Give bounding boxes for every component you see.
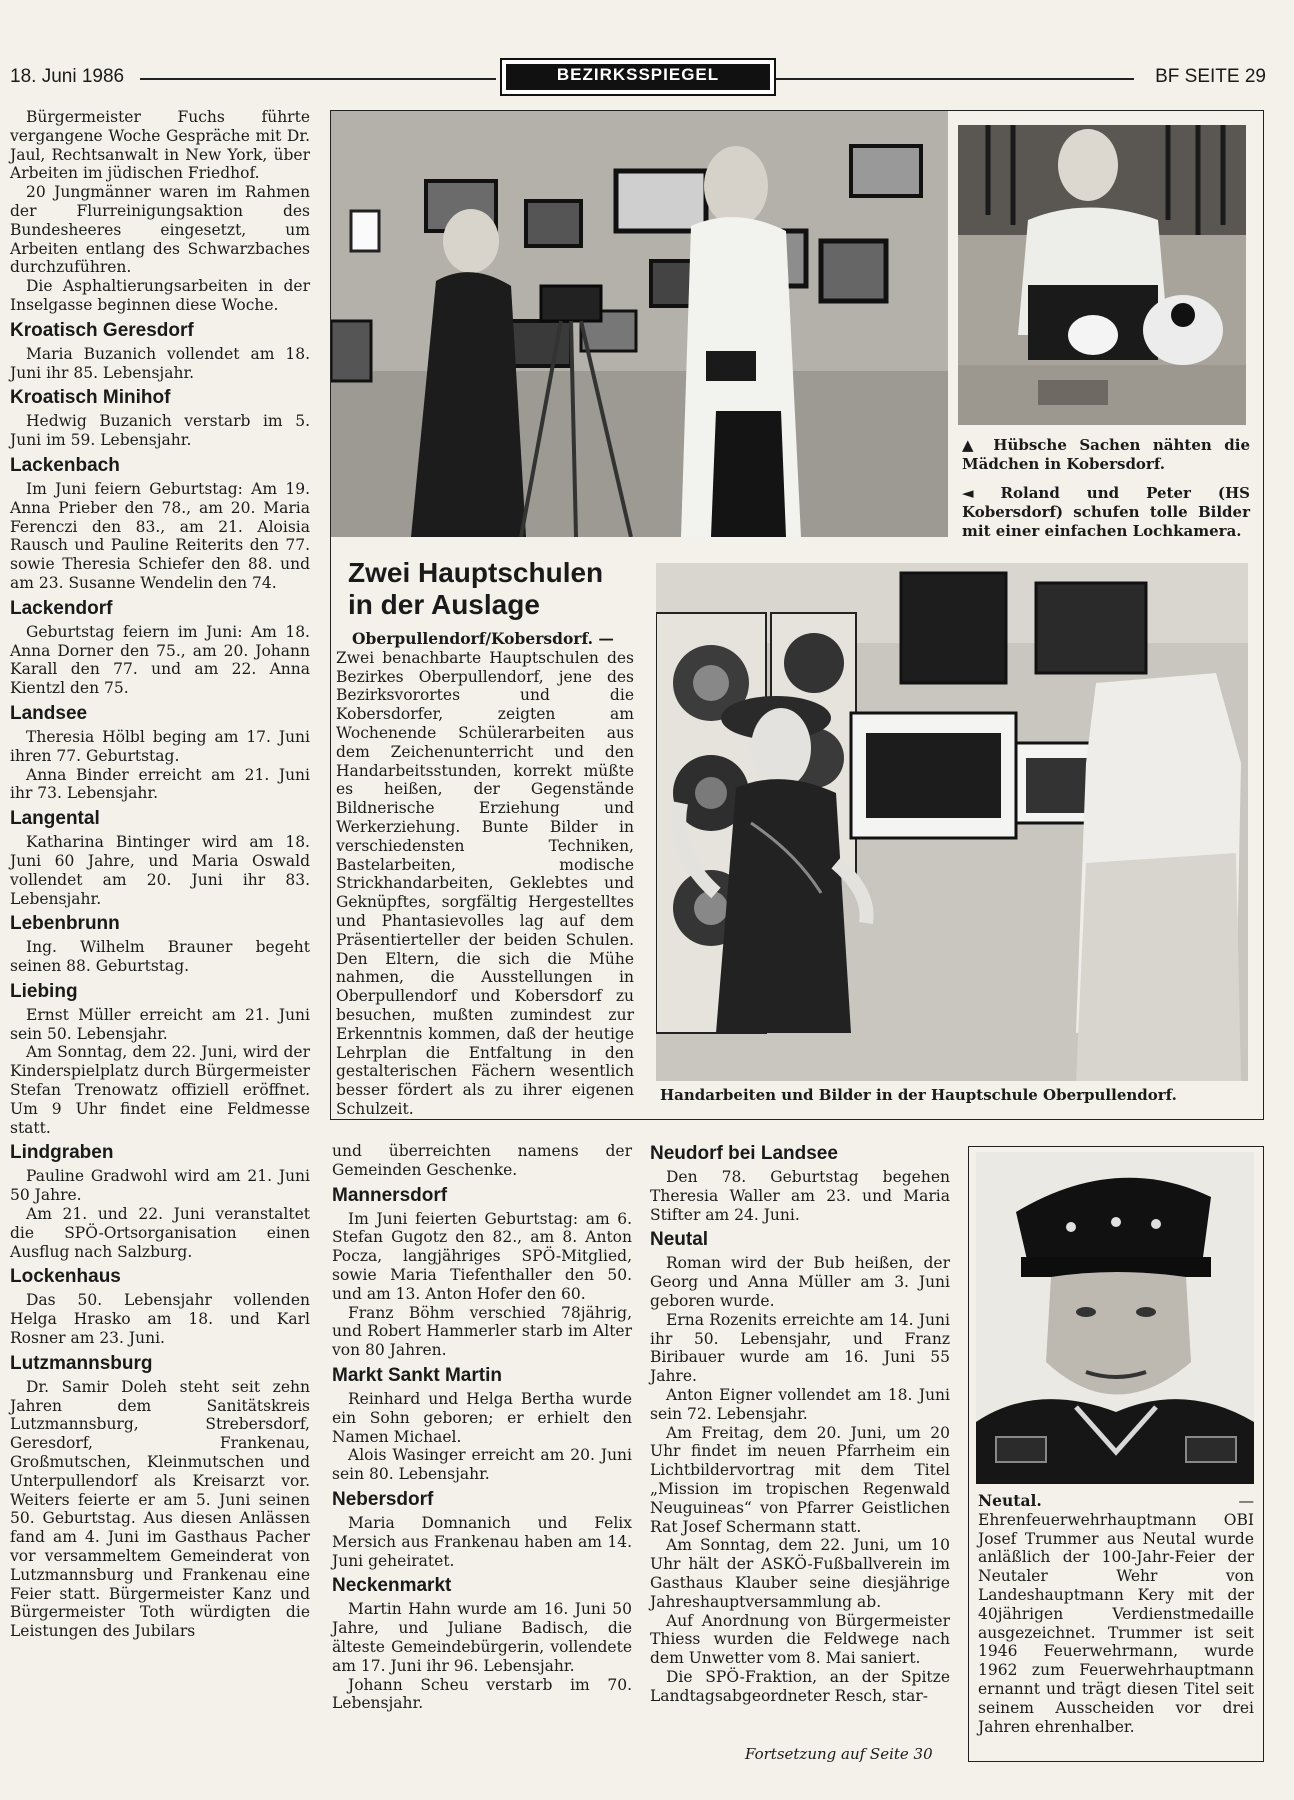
feature-body — [336, 630, 634, 1119]
feature-headline-line1: Zwei Hauptschulen — [348, 557, 604, 588]
entry-text: Roman wird der Bub heißen, der Georg und Anna Müller am 3. Juni geboren wurde. — [650, 1254, 950, 1310]
entry-text: Erna Rozenits erreichte am 14. Juni ihr 50. Lebensjahr, und Franz Biribauer wurde am 16. Juni 55 Jahre. — [650, 1310, 950, 1386]
entry-text: Martin Hahn wurde am 16. Juni 50 Jahre, und Juliane Badisch, die älteste Gemeindebürgerin, vollendete am 17. Juni ihr 96. Lebensjahr. — [332, 1600, 632, 1675]
entry-text: Pauline Gradwohl wird am 21. Juni 50 Jahre. — [10, 1167, 310, 1205]
heading-neckenmarkt: Neckenmarkt — [332, 1575, 452, 1597]
entry-text: Maria Buzanich vollendet am 18. Juni ihr 85. Lebensjahr. — [10, 344, 310, 382]
continued-text: und überreichten namens der Gemeinden Geschenke. — [332, 1142, 632, 1179]
portrait-caption — [978, 1492, 1254, 1736]
entry-text: Am Sonntag, dem 22. Juni, um 10 Uhr hält der ASKÖ-Fußballverein im Gasthaus Klauber seine diesjährige Jahreshauptversammlung ab. — [650, 1536, 950, 1611]
heading-kroatisch-minihof: Kroatisch Minihof — [10, 387, 171, 409]
section-banner — [500, 58, 776, 96]
entry-text: Anna Binder erreicht am 21. Juni ihr 73. Lebensjahr. — [10, 765, 310, 803]
entry-text: Franz Böhm verschied 78jährig, und Robert Hammerler starb im Alter von 80 Jahren. — [332, 1303, 632, 1360]
heading-markt-sankt-martin: Markt Sankt Martin — [332, 1364, 502, 1386]
entry-text: Geburtstag feiern im Juni: Am 18. Anna Dorner den 75., am 20. Johann Karall den 77. und am 22. Anna Kientzl den 75. — [10, 622, 310, 698]
entry-text: Am 21. und 22. Juni veranstaltet die SPÖ-Ortsorganisation einen Ausflug nach Salzburg. — [10, 1205, 310, 1261]
heading-neudorf-bei-landsee: Neudorf bei Landsee — [650, 1143, 838, 1164]
entry-text: Im Juni feierten Geburtstag: am 6. Stefan Gugotz den 82., am 8. Anton Pocza, langjähriges SPÖ-Mitglied, sowie Maria Tiefenthaller den 50. und am 13. Anton Hofer den 60. — [332, 1209, 632, 1303]
entry-text: Den 78. Geburtstag begehen Theresia Waller am 23. und Maria Stifter am 24. Juni. — [650, 1168, 950, 1224]
feature-headline-line2: in der Auslage — [348, 589, 540, 620]
portrait-caption-body: — Ehrenfeuerwehrhauptmann OBI Josef Trummer aus Neutal wurde anläßlich der 100-Jahr-Feier der Neutaler Wehr von Landeshauptmann Kery mit der 40jährigen Verdienstmedaille ausgezeichnet. Trummer ist seit 1946 Feuerwehrmann, wurde 1962 zum Feuerwehrhauptmann ernannt und trägt diesen Titel seit seinem Ausscheiden vor drei Jahren ehrenhalber. — [978, 1492, 1254, 1736]
entry-text: Katharina Bintinger wird am 18. Juni 60 Jahre, und Maria Oswald vollendet am 20. Juni ihr 83. Lebensjahr. — [10, 833, 310, 908]
entry-text: Hedwig Buzanich verstarb im 5. Juni im 59. Lebensjahr. — [10, 412, 310, 450]
entry-text: Alois Wasinger erreicht am 20. Juni sein 80. Lebensjahr. — [332, 1446, 632, 1484]
heading-lindgraben: Lindgraben — [10, 1142, 114, 1164]
intro-paragraph: Die Asphaltierungsarbeiten in der Inselgasse beginnen diese Woche. — [10, 277, 310, 314]
caption-kobersdorf-girls: ▲ Hübsche Sachen nähten die Mädchen in Kobersdorf. — [962, 436, 1250, 473]
header-rule-right — [776, 78, 1134, 80]
entry-text: Theresia Hölbl beging am 17. Juni ihren 77. Geburtstag. — [10, 727, 310, 765]
entry-text: Anton Eigner vollendet am 18. Juni sein 72. Lebensjahr. — [650, 1385, 950, 1423]
entry-text: Maria Domnanich und Felix Mersich aus Frankenau haben am 14. Juni geheiratet. — [332, 1513, 632, 1570]
column-1 — [10, 108, 310, 1641]
intro-paragraph: 20 Jungmänner waren im Rahmen der Flurreinigungsaktion des Bundesheeres eingesetzt, um Arbeiten entlang des Schwarzbaches durchzuführen. — [10, 183, 310, 277]
heading-kroatisch-geresdorf: Kroatisch Geresdorf — [10, 319, 194, 341]
portrait-caption-lead: Neutal. — [978, 1491, 1042, 1510]
heading-mannersdorf: Mannersdorf — [332, 1184, 448, 1206]
entry-text: Das 50. Lebensjahr vollenden Helga Hrasko am 18. und Karl Rosner am 23. Juni. — [10, 1291, 310, 1348]
entry-text: Die SPÖ-Fraktion, an der Spitze Landtagsabgeordneter Resch, star- — [650, 1667, 950, 1705]
column-3 — [650, 1138, 950, 1706]
heading-lackendorf: Lackendorf — [10, 597, 113, 619]
heading-lackenbach: Lackenbach — [10, 454, 120, 476]
heading-landsee: Landsee — [10, 702, 88, 724]
photo-kobersdorf-girls — [958, 125, 1246, 425]
column-2 — [332, 1142, 632, 1713]
entry-text: Ernst Müller erreicht am 21. Juni sein 50. Lebensjahr. — [10, 1005, 310, 1043]
heading-lebenbrunn: Lebenbrunn — [10, 913, 120, 935]
caption-pinhole-camera: ◄ Roland und Peter (HS Kobersdorf) schufen tolle Bilder mit einer einfachen Lochkamera. — [962, 484, 1250, 540]
header-rule-left — [140, 78, 496, 80]
photo-josef-trummer — [976, 1152, 1254, 1484]
continued-on-page: Fortsetzung auf Seite 30 — [745, 1745, 933, 1763]
heading-langental: Langental — [10, 808, 100, 830]
entry-text: Reinhard und Helga Bertha wurde ein Sohn geboren; er erhielt den Namen Michael. — [332, 1389, 632, 1446]
entry-text: Auf Anordnung von Bürgermeister Thiess wurden die Feldwege nach dem Unwetter vom 8. Mai saniert. — [650, 1611, 950, 1668]
heading-lutzmannsburg: Lutzmannsburg — [10, 1352, 153, 1374]
heading-lockenhaus: Lockenhaus — [10, 1266, 121, 1288]
heading-neutal: Neutal — [650, 1229, 709, 1251]
photo-mannequin-exhibition — [656, 563, 1248, 1081]
section-title: BEZIRKSSPIEGEL — [506, 64, 770, 90]
page-number: BF SEITE 29 — [1155, 66, 1266, 87]
entry-text: Ing. Wilhelm Brauner begeht seinen 88. Geburtstag. — [10, 938, 310, 976]
entry-text: Johann Scheu verstarb im 70. Lebensjahr. — [332, 1675, 632, 1713]
entry-text: Im Juni feiern Geburtstag: Am 19. Anna Prieber den 78., am 20. Maria Ferenczi den 83., am 21. Aloisia Rausch und Pauline Reiterits den 77. sowie Theresia Schiefer den 88. und am 23. Susanne Wendelin den 74. — [10, 479, 310, 592]
entry-text: Am Freitag, dem 20. Juni, um 20 Uhr findet im neuen Pfarrheim ein Lichtbildervortrag mit dem Titel „Mission im tropischen Regenwald Neuguineas“ von Pfarrer Geistlichen Rat Josef Schermann statt. — [650, 1423, 950, 1536]
caption-mannequin-exhibition: Handarbeiten und Bilder in der Hauptschule Oberpullendorf. — [660, 1086, 1177, 1104]
intro-paragraph: Bürgermeister Fuchs führte vergangene Woche Gespräche mit Dr. Jaul, Rechtsanwalt in New York, über Arbeiten im jüdischen Friedhof. — [10, 108, 310, 183]
feature-text: Zwei benachbarte Hauptschulen des Bezirkes Oberpullendorf, jene des Bezirksvorortes und die Kobersdorfer, zeigten am Wochenende Schülerarbeiten aus dem Zeichenunterricht und den Handarbeitsstunden, korrekt müßte es heißen, der Gegenstände Bildnerische Erziehung und Werkerziehung. Bunte Bilder in verschiedensten Techniken, Bastelarbeiten, modische Strickhandarbeiten, Geklebtes und Geknüpftes, sorgfältig Hergestelltes und Phantasievolles lag auf dem Präsentierteller der beiden Schulen. Den Eltern, die sich die Mühe nahmen, die Ausstellungen in Oberpullendorf und Kobersdorf zu besuchen, mußten zumindest zur Erkenntnis kommen, daß der heutige Lehrplan die Entfaltung in den gestalterischen Fächern wesentlich besser fördert als zu ihrer eigenen Schulzeit. — [336, 648, 634, 1118]
heading-nebersdorf: Nebersdorf — [332, 1488, 434, 1510]
issue-date: 18. Juni 1986 — [10, 66, 125, 87]
feature-lead: Oberpullendorf/Kobersdorf. — — [352, 629, 614, 648]
entry-text: Am Sonntag, dem 22. Juni, wird der Kinderspielplatz durch Bürgermeister Stefan Trenowatz offiziell eröffnet. Um 9 Uhr findet eine Feldmesse statt. — [10, 1043, 310, 1137]
photo-pinhole-camera-boys — [331, 111, 948, 537]
heading-liebing: Liebing — [10, 980, 78, 1002]
entry-text: Dr. Samir Doleh steht seit zehn Jahren dem Sanitätskreis Lutzmannsburg, Strebersdorf, Geresdorf, Frankenau, Großmutschen, Kleinmutschen und Unterpullendorf als Kreisarzt vor. Weiters feierte er am 5. Juni seinen 50. Geburtstag. Aus diesen Anlässen fand am 4. Juni im Gasthaus Pacher vor versammeltem Gemeinderat von Lutzmannsburg und Frankenau eine Feier statt. Bürgermeister Kanz und Bürgermeister Toth würdigten die Leistungen des Jubilars — [10, 1377, 310, 1641]
